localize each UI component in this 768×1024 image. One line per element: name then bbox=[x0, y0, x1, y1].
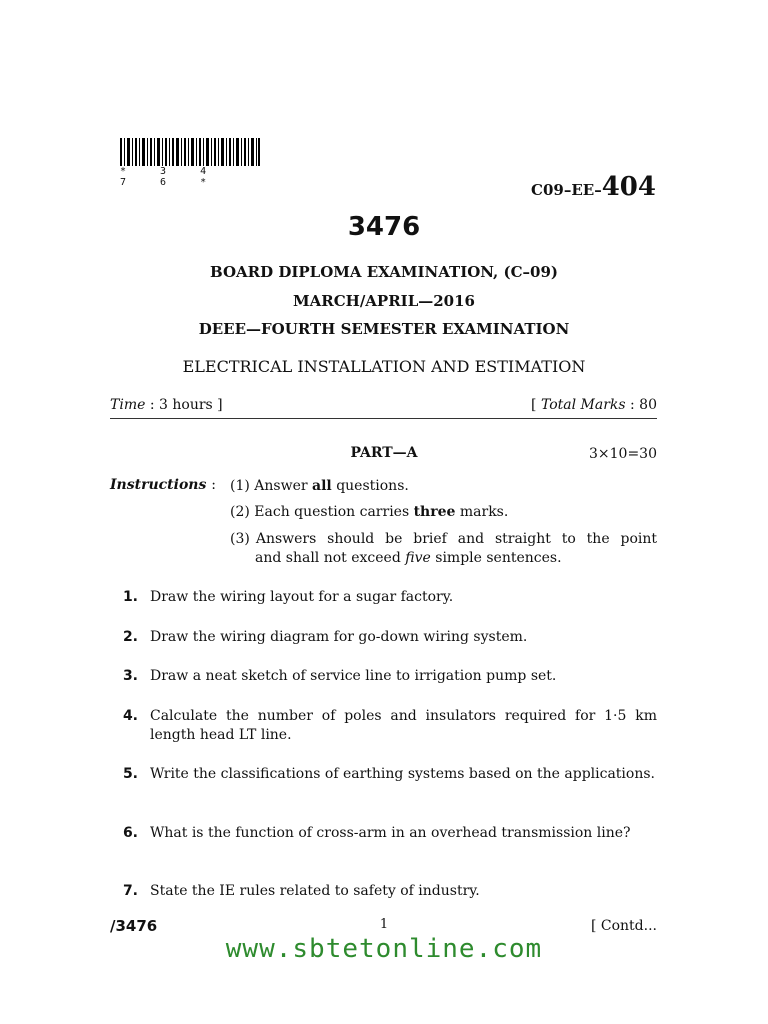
instruction-1 bbox=[230, 478, 657, 494]
instruction-1-number: (1) bbox=[230, 478, 250, 494]
question-text: Draw the wiring diagram for go-down wiring system. bbox=[150, 629, 528, 645]
instruction-3-number: (3) bbox=[230, 531, 250, 547]
question-text: State the IE rules related to safety of industry. bbox=[150, 883, 480, 899]
paper-number: 3476 bbox=[347, 212, 421, 242]
question-4 bbox=[110, 707, 657, 745]
question-number: 3. bbox=[122, 668, 138, 684]
barcode bbox=[120, 138, 260, 166]
marks-open: [ bbox=[531, 397, 537, 413]
instruction-2 bbox=[230, 504, 657, 520]
marks-label: Total Marks bbox=[540, 397, 626, 413]
instructions-label bbox=[110, 477, 216, 493]
subject-title: ELECTRICAL INSTALLATION AND ESTIMATION bbox=[182, 357, 586, 376]
instruction-3-line2-pre: and shall not exceed bbox=[255, 550, 406, 566]
exam-title: BOARD DIPLOMA EXAMINATION, (C–09) bbox=[209, 263, 558, 281]
instructions-label-text: Instructions bbox=[110, 477, 207, 493]
instruction-1-bold: all bbox=[312, 478, 332, 494]
exam-session: MARCH/APRIL—2016 bbox=[293, 292, 475, 310]
question-2 bbox=[110, 628, 657, 647]
instruction-2-post: marks. bbox=[455, 504, 509, 520]
marks-info bbox=[531, 397, 657, 413]
continued-note: [ Contd... bbox=[590, 918, 657, 934]
instruction-3-text: Answers should be brief and straight to the point bbox=[255, 531, 657, 547]
header-divider bbox=[110, 418, 657, 419]
question-number: 7. bbox=[122, 883, 138, 899]
subject-code bbox=[531, 172, 656, 202]
time-label: Time bbox=[110, 397, 146, 413]
barcode-number: * 3 4 7 6 * bbox=[120, 166, 221, 188]
question-text: What is the function of cross-arm in an overhead transmission line? bbox=[150, 825, 631, 841]
marks-value: : 80 bbox=[630, 397, 657, 413]
instruction-1-post: questions. bbox=[331, 478, 409, 494]
question-1 bbox=[110, 588, 657, 607]
instruction-2-bold: three bbox=[413, 504, 456, 520]
page-number: 1 bbox=[379, 917, 389, 932]
marks-scheme: 3×10=30 bbox=[589, 446, 657, 462]
question-text: Write the classifications of earthing systems based on the applications. bbox=[150, 766, 655, 782]
instruction-3-line2-post: simple sentences. bbox=[430, 550, 562, 566]
question-6 bbox=[110, 824, 657, 843]
question-number: 4. bbox=[122, 708, 138, 724]
subject-code-number: 404 bbox=[601, 172, 656, 202]
question-text: Calculate the number of poles and insulators required for 1·5 km length head LT line. bbox=[150, 708, 657, 743]
time-info bbox=[110, 397, 223, 413]
instruction-2-number: (2) bbox=[230, 504, 250, 520]
instruction-3-line2 bbox=[230, 549, 657, 568]
subject-code-prefix: C09–EE– bbox=[531, 181, 602, 199]
exam-semester: DEEE—FOURTH SEMESTER EXAMINATION bbox=[198, 320, 570, 338]
time-marks-bar bbox=[110, 397, 657, 413]
instruction-1-pre: Answer bbox=[254, 478, 313, 494]
time-value: : 3 hours ] bbox=[149, 397, 223, 413]
question-5 bbox=[110, 765, 657, 784]
instruction-2-pre: Each question carries bbox=[254, 504, 414, 520]
question-text: Draw a neat sketch of service line to irrigation pump set. bbox=[150, 668, 557, 684]
part-heading: PART—A bbox=[350, 445, 418, 461]
instruction-3 bbox=[230, 530, 657, 568]
website-watermark: www.sbtetonline.com bbox=[225, 934, 543, 964]
instruction-3-line2-em: five bbox=[405, 550, 431, 566]
question-number: 1. bbox=[122, 589, 138, 605]
question-3 bbox=[110, 667, 657, 686]
question-number: 2. bbox=[122, 629, 138, 645]
question-number: 6. bbox=[122, 825, 138, 841]
instructions-colon: : bbox=[211, 477, 216, 493]
instruction-3-line1 bbox=[230, 530, 657, 549]
question-7 bbox=[110, 882, 657, 901]
footer-paper-number: /3476 bbox=[110, 917, 158, 935]
question-text: Draw the wiring layout for a sugar factory. bbox=[150, 589, 454, 605]
question-number: 5. bbox=[122, 766, 138, 782]
